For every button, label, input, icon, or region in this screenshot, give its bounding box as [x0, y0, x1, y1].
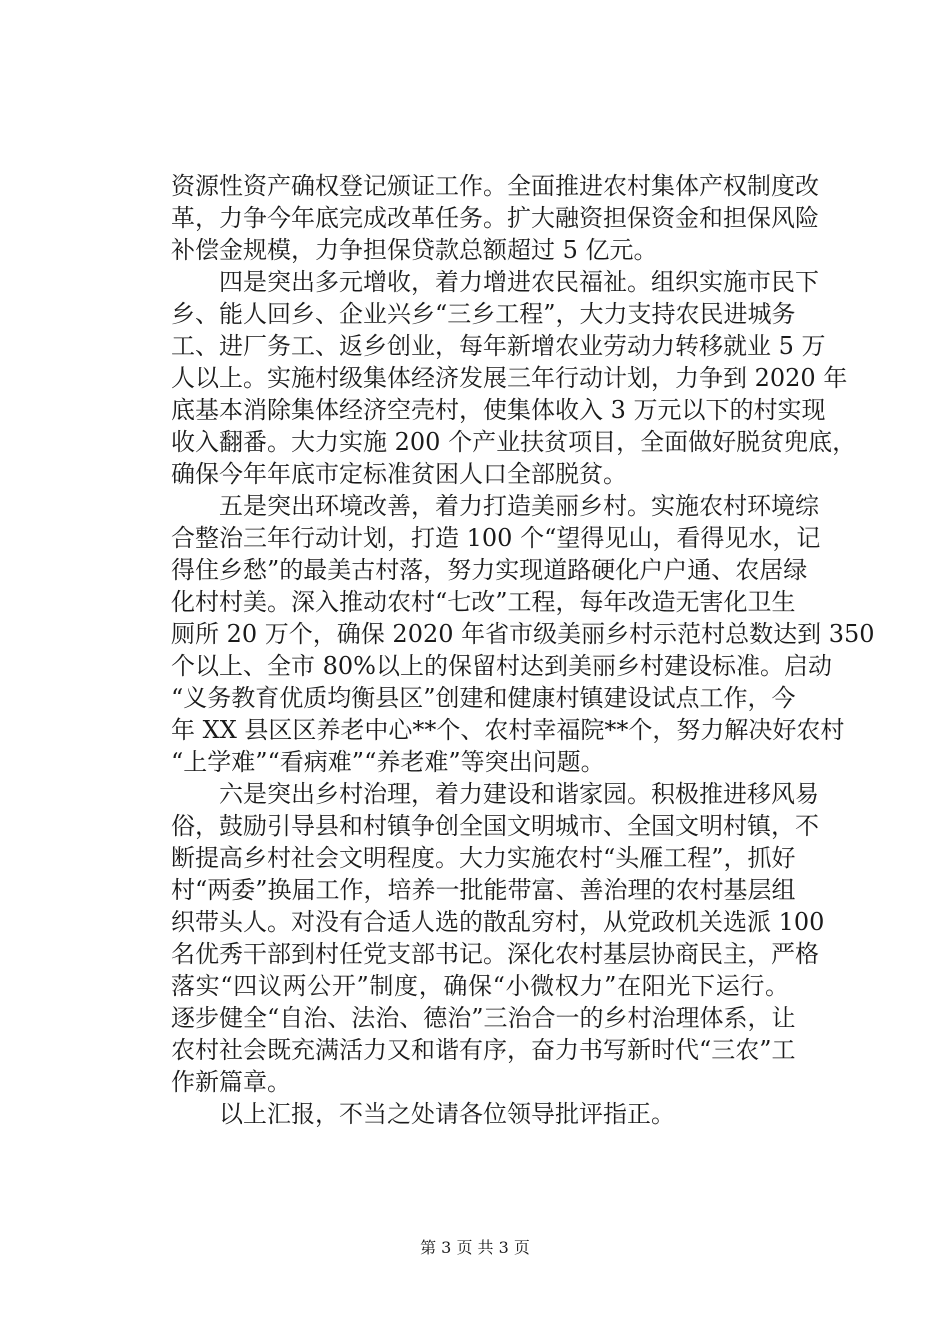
body-text: [171, 170, 875, 1130]
text-line: 以上汇报，不当之处请各位领导批评指正。: [171, 1100, 675, 1128]
text-line: 名优秀干部到村任党支部书记。深化农村基层协商民主，严格: [171, 940, 819, 968]
text-line: 得住乡愁”的最美古村落，努力实现道路硬化户户通、农居绿: [171, 556, 808, 584]
paragraph-point-6: [171, 778, 825, 1098]
text-line: 作新篇章。: [171, 1068, 291, 1096]
page-footer: 第 3 页 共 3 页: [420, 1238, 530, 1257]
text-line: 六是突出乡村治理，着力建设和谐家园。积极推进移风易: [171, 780, 819, 808]
paragraph-closing: [171, 1098, 789, 1130]
text-line: 确保今年年底市定标准贫困人口全部脱贫。: [171, 460, 627, 488]
text-line: 化村村美。深入推动农村“七改”工程，每年改造无害化卫生: [171, 588, 796, 616]
text-line: 资源性资产确权登记颁证工作。全面推进农村集体产权制度改: [171, 172, 819, 200]
text-line: 俗，鼓励引导县和村镇争创全国文明城市、全国文明村镇，不: [171, 812, 819, 840]
text-line: 底基本消除集体经济空壳村，使集体收入 3 万元以下的村实现: [171, 396, 826, 424]
paragraph-point-5: [171, 490, 875, 778]
text-line: 断提高乡村社会文明程度。大力实施农村“头雁工程”，抓好: [171, 844, 796, 872]
text-line: 农村社会既充满活力又和谐有序，奋力书写新时代“三农”工: [171, 1036, 796, 1064]
text-line: 革，力争今年底完成改革任务。扩大融资担保资金和担保风险: [171, 204, 819, 232]
text-line: 厕所 20 万个，确保 2020 年省市级美丽乡村示范村总数达到 350: [171, 620, 875, 648]
text-line: 落实“四议两公开”制度，确保“小微权力”在阳光下运行。: [171, 972, 789, 1000]
text-line: 四是突出多元增收，着力增进农民福祉。组织实施市民下: [171, 268, 819, 296]
paragraph-point-4: [171, 266, 857, 490]
text-line: 合整治三年行动计划，打造 100 个“望得见山，看得见水，记: [171, 524, 821, 552]
text-line: 五是突出环境改善，着力打造美丽乡村。实施农村环境综: [171, 492, 819, 520]
text-line: “义务教育优质均衡县区”创建和健康村镇建设试点工作，今: [171, 684, 796, 712]
text-line: 村“两委”换届工作，培养一批能带富、善治理的农村基层组: [171, 876, 796, 904]
paragraph-continuation: [171, 170, 819, 266]
text-line: 个以上、全市 80%以上的保留村达到美丽乡村建设标准。启动: [171, 652, 832, 680]
text-line: 年 XX 县区区养老中心**个、农村幸福院**个，努力解决好农村: [171, 716, 845, 744]
text-line: 乡、能人回乡、企业兴乡“三乡工程”，大力支持农民进城务: [171, 300, 796, 328]
text-line: 工、进厂务工、返乡创业，每年新增农业劳动力转移就业 5 万: [171, 332, 826, 360]
text-line: 织带头人。对没有合适人选的散乱穷村，从党政机关选派 100: [171, 908, 825, 936]
text-line: 人以上。实施村级集体经济发展三年行动计划，力争到 2020 年: [171, 364, 848, 392]
text-line: 补偿金规模，力争担保贷款总额超过 5 亿元。: [171, 236, 658, 264]
text-line: 收入翻番。大力实施 200 个产业扶贫项目，全面做好脱贫兜底，: [171, 428, 857, 456]
text-line: 逐步健全“自治、法治、德治”三治合一的乡村治理体系，让: [171, 1004, 796, 1032]
text-line: “上学难”“看病难”“养老难”等突出问题。: [171, 748, 605, 776]
